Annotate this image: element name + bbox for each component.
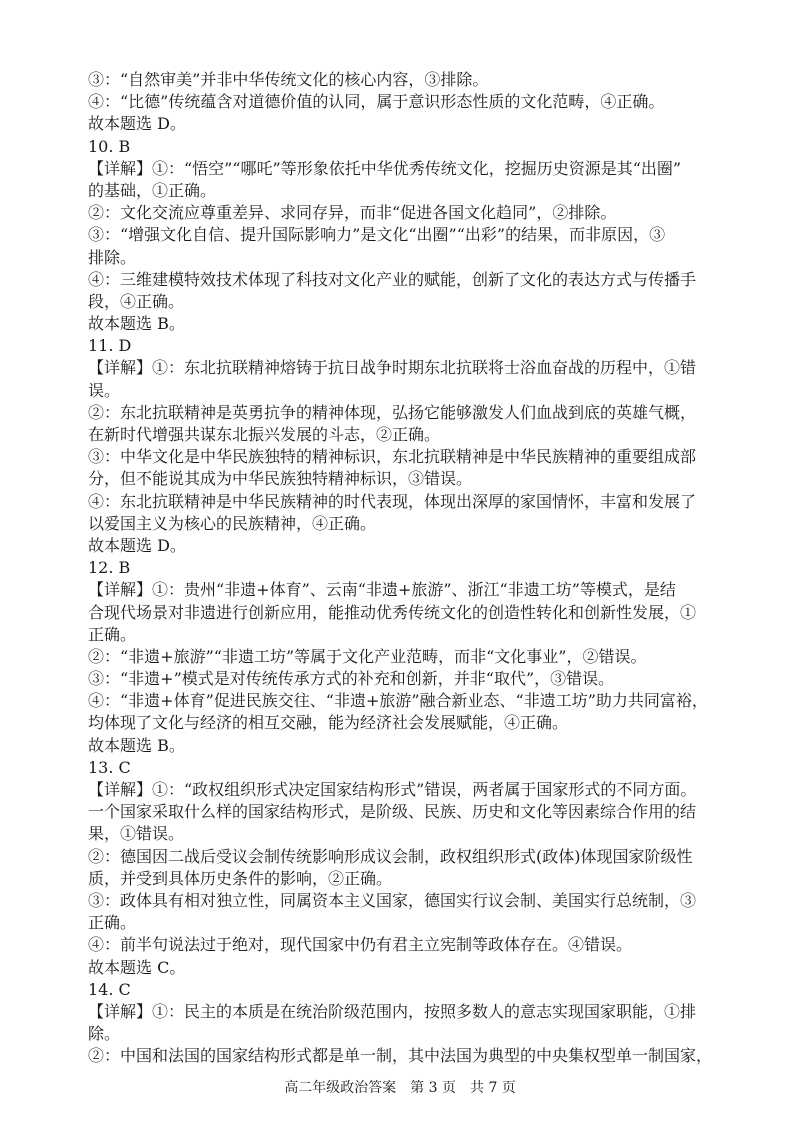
text-line: 14. C bbox=[88, 979, 131, 999]
text-line: 排除。 bbox=[88, 247, 137, 267]
text-line: 13. C bbox=[88, 757, 131, 777]
text-line: 误。 bbox=[88, 380, 121, 400]
text-line: ④：前半句说法过于绝对，现代国家中仍有君主立宪制等政体存在。④错误。 bbox=[88, 935, 633, 955]
text-line: ③：政体具有相对独立性，同属资本主义国家，德国实行议会制、美国实行总统制，③ bbox=[88, 890, 697, 910]
text-line: ③：“非遗+”模式是对传统传承方式的补充和创新，并非“取代”，③错误。 bbox=[88, 669, 615, 689]
text-line: 在新时代增强共谋东北振兴发展的斗志，②正确。 bbox=[88, 425, 441, 444]
text-line: 正确。 bbox=[88, 913, 137, 933]
text-line: 以爱国主义为核心的民族精神，④正确。 bbox=[88, 513, 377, 533]
text-line: 12. B bbox=[88, 558, 131, 578]
text-line: ④：“比德”传统蕴含对道德价值的认同，属于意识形态性质的文化范畴，④正确。 bbox=[88, 92, 665, 112]
text-line: 除。 bbox=[88, 1024, 121, 1044]
text-line: 一个国家采取什么样的国家结构形式，是阶级、民族、历史和文化等因素综合作用的结 bbox=[88, 802, 697, 822]
text-line: 果，①错误。 bbox=[88, 824, 185, 844]
text-line: 【详解】①：东北抗联精神熔铸于抗日战争时期东北抗联将士浴血奋战的历程中，①错 bbox=[88, 358, 697, 378]
text-line: 【详解】①：“悟空”“哪吒”等形象依托中华优秀传统文化，挖掘历史资源是其“出圈” bbox=[88, 158, 682, 178]
text-line: 【详解】①：贵州“非遗+体育”、云南“非遗+旅游”、浙江“非遗工坊”等模式，是结 bbox=[88, 580, 676, 600]
text-line: ②：“非遗+旅游”“非遗工坊”等属于文化产业范畴，而非“文化事业”，②错误。 bbox=[88, 646, 647, 666]
text-line: ④：三维建模特效技术体现了科技对文化产业的赋能，创新了文化的表达方式与传播手 bbox=[88, 269, 697, 289]
text-line: ③：“自然审美”并非中华传统文化的核心内容，③排除。 bbox=[88, 70, 489, 89]
text-line: 故本题选 B。 bbox=[88, 314, 185, 334]
text-line: ③：中华文化是中华民族独特的精神标识，东北抗联精神是中华民族精神的重要组成部 bbox=[88, 447, 697, 467]
text-line: ②：德国因二战后受议会制传统影响形成议会制，政权组织形式(政体)体现国家阶级性 bbox=[88, 846, 693, 866]
text-line: 均体现了文化与经济的相互交融，能为经济社会发展赋能，④正确。 bbox=[88, 713, 569, 733]
text-line: 故本题选 D。 bbox=[88, 535, 186, 555]
text-line: ②：东北抗联精神是英勇抗争的精神体现，弘扬它能够激发人们血战到底的英雄气概， bbox=[88, 402, 697, 422]
text-line: ②：文化交流应尊重差异、求同存异，而非“促进各国文化趋同”，②排除。 bbox=[88, 203, 617, 223]
text-line: 11. D bbox=[88, 336, 132, 356]
text-line: ③：“增强文化自信、提升国际影响力”是文化“出圈”“出彩”的结果，而非原因，③ bbox=[88, 225, 666, 245]
text-line: 故本题选 D。 bbox=[88, 114, 186, 134]
text-line: 分，但不能说其成为中华民族独特精神标识，③错误。 bbox=[88, 469, 473, 489]
text-line: 10. B bbox=[88, 136, 131, 156]
text-line: 【详解】①：“政权组织形式决定国家结构形式”错误，两者属于国家形式的不同方面。 bbox=[88, 780, 697, 799]
text-line: 段，④正确。 bbox=[88, 291, 185, 311]
text-line: 故本题选 B。 bbox=[88, 735, 185, 755]
text-line: 正确。 bbox=[88, 624, 137, 644]
text-line: ④：东北抗联精神是中华民族精神的时代表现，体现出深厚的家国情怀，丰富和发展了 bbox=[88, 491, 697, 511]
text-line: ④：“非遗+体育”促进民族交往、“非遗+旅游”融合新业态、“非遗工坊”助力共同富裕， bbox=[88, 691, 708, 711]
text-line: 【详解】①：民主的本质是在统治阶级范围内，按照多数人的意志实现国家职能，①排 bbox=[88, 1001, 697, 1021]
text-line: 的基础，①正确。 bbox=[88, 180, 217, 200]
text-line: ②：中国和法国的国家结构形式都是单一制，其中法国为典型的中央集权型单一制国家， bbox=[88, 1046, 713, 1066]
answer-text bbox=[88, 69, 788, 1067]
page-footer: 高二年级政治答案 第 3 页 共 7 页 bbox=[284, 1080, 516, 1096]
text-line: 质，并受到具体历史条件的影响，②正确。 bbox=[88, 868, 393, 888]
text-line: 合现代场景对非遗进行创新应用，能推动优秀传统文化的创造性转化和创新性发展，① bbox=[88, 602, 697, 622]
text-line: 故本题选 C。 bbox=[88, 957, 186, 977]
